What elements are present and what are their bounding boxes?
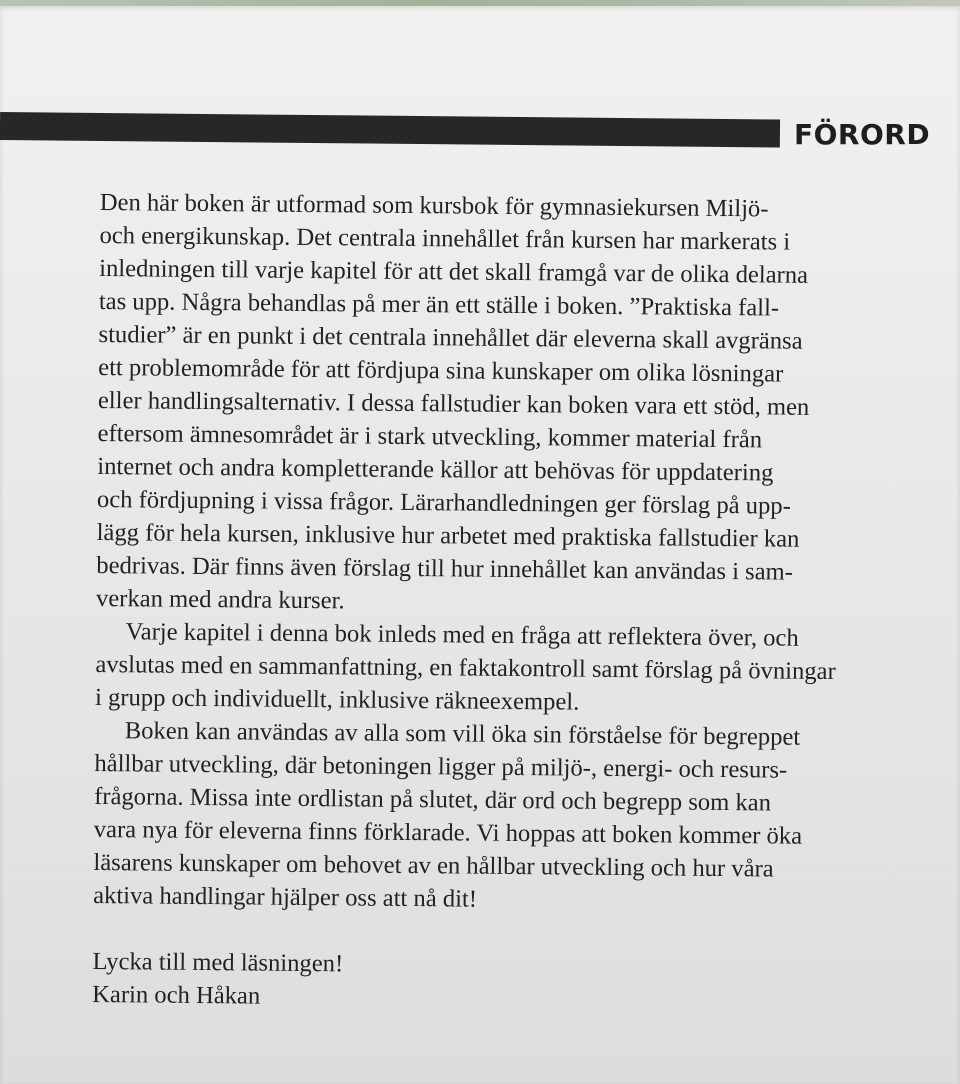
text-line: Varje kapitel i denna bok inleds med en fråga att reflektera över, och — [125, 618, 799, 652]
text-line: hållbar utveckling, där betoningen ligger på miljö-, energi- och resurs- — [94, 749, 788, 784]
paragraph-3 — [93, 714, 895, 920]
signature: Karin och Håkan — [92, 980, 261, 1010]
text-line: eftersom ämnesområdet är i stark utveckling, kommer material från — [97, 419, 763, 454]
paragraph-1 — [96, 186, 900, 623]
text-line: inledningen till varje kapitel för att det skall framgå var de olika delarna — [99, 254, 809, 289]
text-line: Den här boken är utformad som kursbok för gymnasiekursen Miljö- — [99, 188, 769, 223]
text-line: verkan med andra kurser. — [95, 584, 345, 615]
text-line: aktiva handlingar hjälper oss att nå dit! — [93, 881, 478, 913]
body-text — [92, 186, 900, 1019]
text-line: avslutas med en sammanfattning, en faktakontroll samt förslag på övningar — [95, 650, 836, 686]
page-title: FÖRORD — [794, 118, 931, 151]
text-line: Boken kan användas av alla som vill öka sin förståelse för begreppet — [124, 717, 801, 751]
text-line: ett problemområde för att fördjupa sina kunskaper om olika lösningar — [98, 353, 784, 388]
text-line: bedrivas. Där finns även förslag till hur innehållet kan användas i sam- — [96, 551, 794, 586]
text-line: lägg för hela kursen, inklusive hur arbetet med praktiska fallstudier kan — [96, 518, 800, 553]
text-line: och fördjupning i vissa frågor. Lärarhandledningen ger förslag på upp- — [96, 485, 791, 520]
paragraph-2 — [95, 615, 896, 722]
text-line: tas upp. Några behandlas på mer än ett ställe i boken. ”Praktiska fall- — [98, 287, 780, 322]
text-line: läsarens kunskaper om behovet av en hållbar utveckling och hur våra — [93, 848, 774, 883]
closing — [92, 945, 893, 1019]
text-line: i grupp och individuellt, inklusive räkneexempel. — [94, 683, 580, 716]
closing-greeting: Lycka till med läsningen! — [92, 947, 344, 978]
text-line: vara nya för eleverna finns förklarade. Vi hoppas att boken kommer öka — [93, 815, 803, 850]
text-line: studier” är en punkt i det centrala innehållet där eleverna skall avgränsa — [98, 320, 803, 355]
text-line: internet och andra kompletterande källor att behövas för uppdatering — [97, 452, 774, 487]
text-line: eller handlingsalternativ. I dessa fallstudier kan boken vara ett stöd, men — [97, 386, 810, 421]
text-line: och energikunskap. Det centrala innehållet från kursen har markerats i — [99, 221, 791, 256]
text-line: frågorna. Missa inte ordlistan på slutet, där ord och begrepp som kan — [94, 782, 772, 817]
